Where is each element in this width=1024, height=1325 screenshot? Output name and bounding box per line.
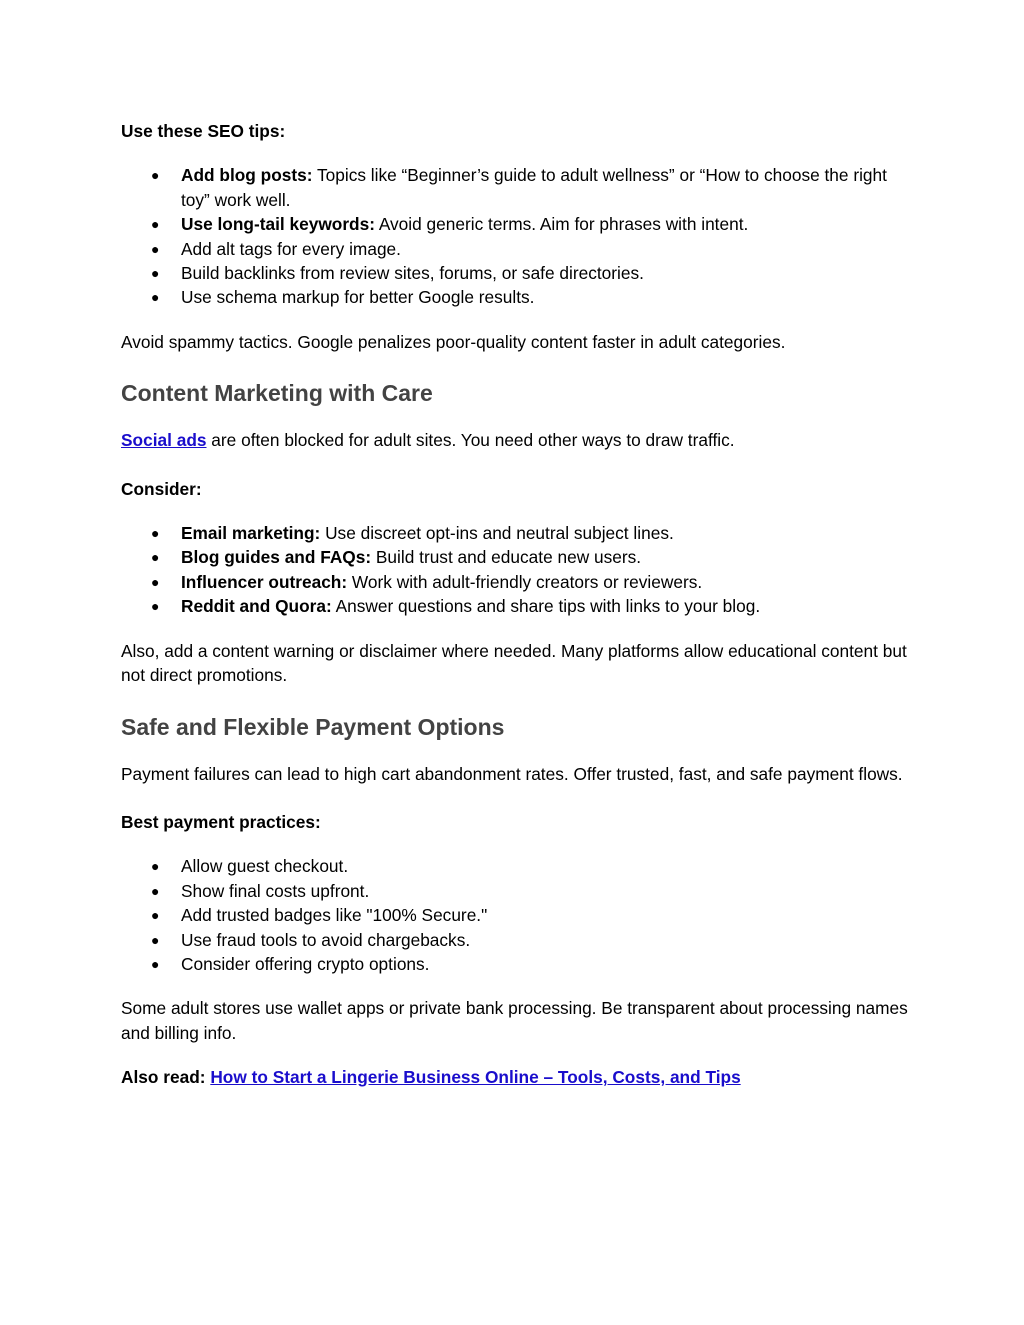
bullet-icon: ● [151, 265, 160, 282]
seo-intro: Use these SEO tips: [121, 121, 286, 141]
list-item-label: Influencer outreach: [181, 571, 348, 592]
list-item-text: Add alt tags for every image. [181, 238, 401, 259]
list-item [121, 928, 911, 952]
list-item-text: Consider offering crypto options. [181, 953, 430, 974]
list-item [121, 952, 911, 976]
list-item-text: Show final costs upfront. [181, 880, 370, 901]
list-item [121, 879, 911, 903]
list-item-text: Use schema markup for better Google results. [181, 287, 535, 308]
bullet-icon: ● [151, 240, 160, 257]
payment-practices-list [121, 854, 911, 976]
list-item-text: Use discreet opt-ins and neutral subject lines. [320, 523, 674, 544]
bullet-icon: ● [151, 525, 160, 542]
list-item-text: Allow guest checkout. [181, 856, 349, 877]
payment-practices-label: Best payment practices: [121, 811, 321, 832]
list-item-label: Email marketing: [181, 523, 321, 544]
bullet-icon: ● [151, 955, 160, 972]
list-item [121, 237, 911, 261]
document-body [121, 119, 911, 1090]
list-item-label: Add blog posts: [181, 165, 313, 186]
bullet-icon: ● [151, 216, 160, 233]
list-item [121, 285, 911, 309]
also-read-link[interactable]: How to Start a Lingerie Business Online – Tools, Costs, and Tips [210, 1067, 741, 1088]
seo-tips-list [121, 163, 911, 309]
bullet-icon: ● [151, 573, 160, 590]
list-item [121, 570, 911, 594]
social-ads-link[interactable]: Social ads [121, 430, 207, 451]
also-read-label: Also read: [121, 1067, 211, 1088]
list-item-text: Avoid generic terms. Aim for phrases with intent. [374, 214, 749, 235]
bullet-icon: ● [151, 289, 160, 306]
social-ads-paragraph [121, 428, 911, 452]
bullet-icon: ● [151, 167, 160, 184]
list-item-text: Answer questions and share tips with links to your blog. [331, 596, 761, 617]
list-item [121, 854, 911, 878]
list-item-text: Use fraud tools to avoid chargebacks. [181, 929, 471, 950]
list-item [121, 163, 911, 212]
list-item-label: Use long-tail keywords: [181, 214, 375, 235]
marketing-list [121, 521, 911, 619]
list-item [121, 594, 911, 618]
payments-note: Some adult stores use wallet apps or private bank processing. Be transparent about processing names and billing info. [121, 998, 908, 1043]
bullet-icon: ● [151, 858, 160, 875]
list-item-text: Build backlinks from review sites, forums, or safe directories. [181, 263, 644, 284]
list-item [121, 521, 911, 545]
list-item-label: Reddit and Quora: [181, 596, 332, 617]
seo-note: Avoid spammy tactics. Google penalizes poor-quality content faster in adult categories. [121, 331, 786, 352]
list-item [121, 545, 911, 569]
list-item-text: Topics like “Beginner’s guide to adult wellness” or “How to choose the right toy” work well. [181, 165, 887, 210]
also-read-line [121, 1065, 911, 1089]
payments-intro: Payment failures can lead to high cart abandonment rates. Offer trusted, fast, and safe payment flows. [121, 763, 903, 784]
list-item [121, 261, 911, 285]
bullet-icon: ● [151, 549, 160, 566]
consider-label: Consider: [121, 478, 202, 499]
list-item-text: Add trusted badges like "100% Secure." [181, 905, 488, 926]
bullet-icon: ● [151, 907, 160, 924]
bullet-icon: ● [151, 598, 160, 615]
list-item [121, 903, 911, 927]
list-item [121, 212, 911, 236]
list-item-text: Build trust and educate new users. [371, 547, 642, 568]
list-item-label: Blog guides and FAQs: [181, 547, 372, 568]
content-warning-note: Also, add a content warning or disclaimer where needed. Many platforms allow educational content but not direct promotions. [121, 640, 907, 686]
list-item-text: Work with adult-friendly creators or reviewers. [347, 571, 703, 592]
bullet-icon: ● [151, 931, 160, 948]
payments-heading: Safe and Flexible Payment Options [121, 713, 505, 740]
social-ads-text: are often blocked for adult sites. You need other ways to draw traffic. [206, 430, 735, 451]
content-marketing-heading: Content Marketing with Care [121, 380, 433, 407]
bullet-icon: ● [151, 882, 160, 899]
